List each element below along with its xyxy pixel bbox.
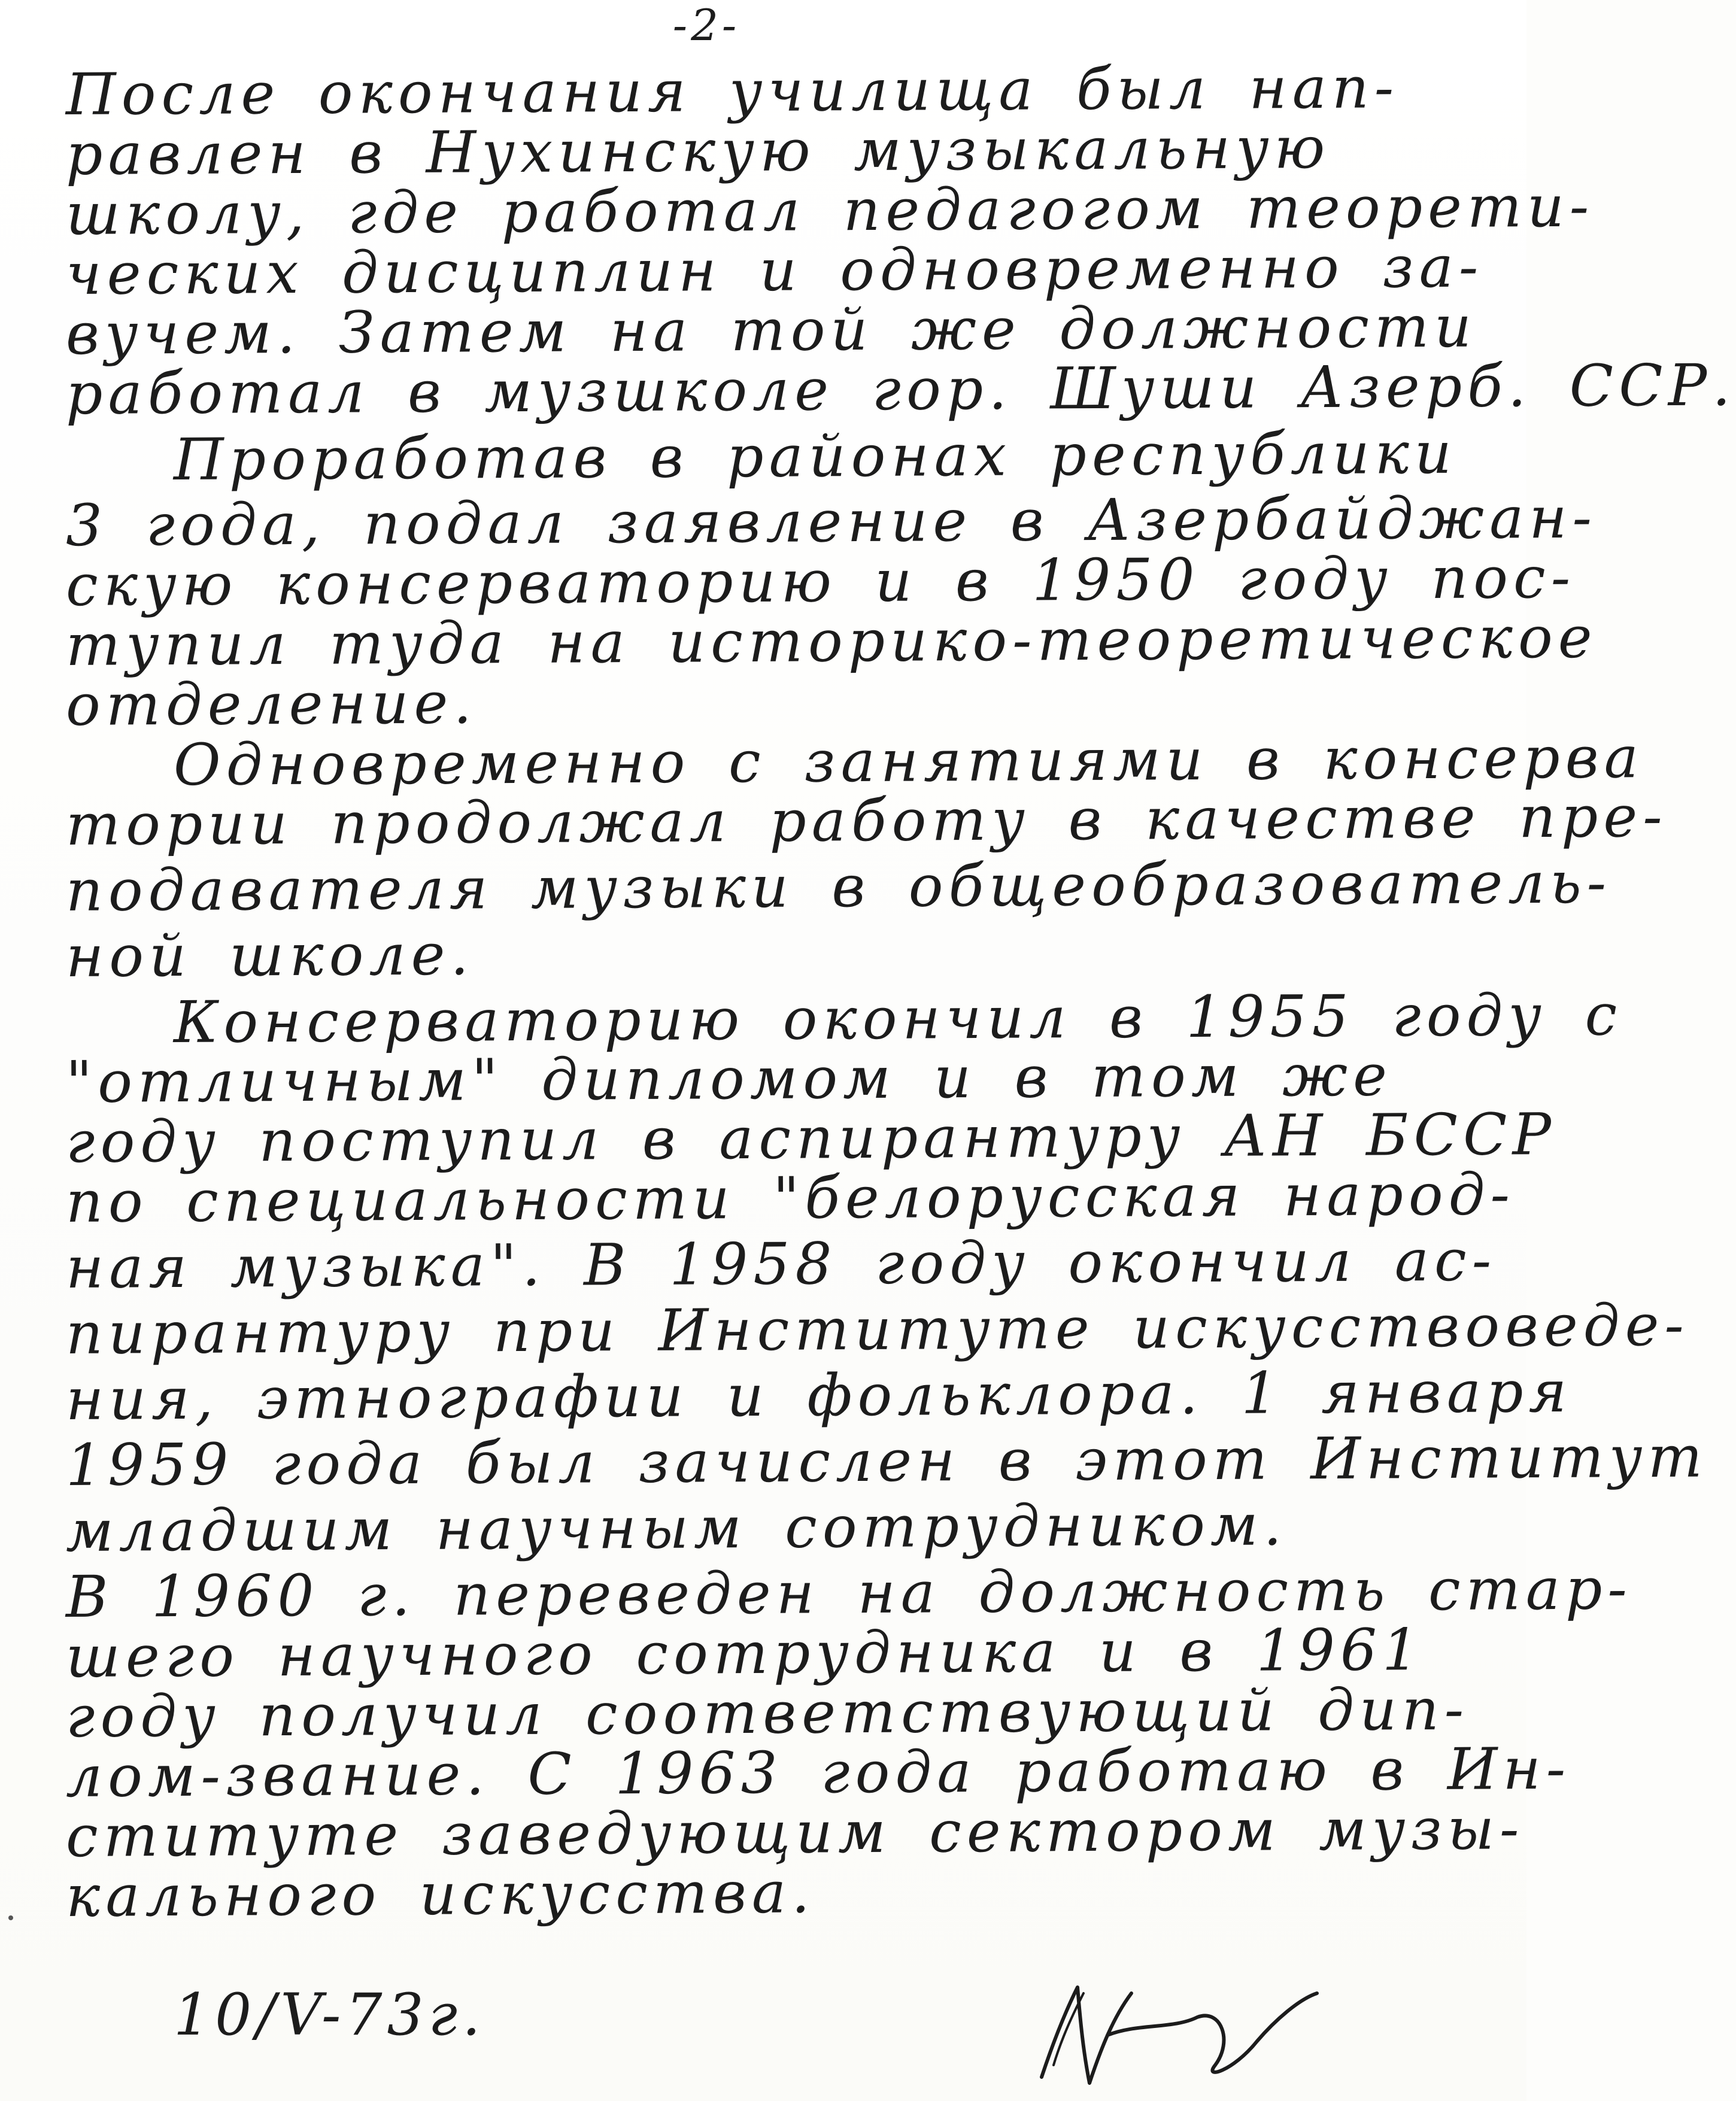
text-line: После окончания училища был нап-: [65, 54, 1400, 128]
text-line: равлен в Нухинскую музыкальную: [65, 114, 1331, 188]
text-line: ния, этнографии и фольклора. 1 января: [65, 1358, 1573, 1433]
text-line: школу, где работал педагогом теорети-: [65, 172, 1595, 248]
text-line: вучем. Затем на той же должности: [65, 293, 1477, 368]
page-number: -2-: [672, 0, 740, 50]
text-line: пирантуру при Институте искусствоведе-: [65, 1291, 1690, 1367]
text-line: году поступил в аспирантуру АН БССР: [65, 1100, 1557, 1176]
date: 10/V-73г.: [174, 1981, 485, 2048]
text-line: В 1960 г. переведен на должность стар-: [65, 1555, 1633, 1631]
text-line: кального искусства.: [65, 1859, 815, 1930]
text-line: ной школе.: [65, 921, 475, 990]
text-line: ческих дисциплин и одновременно за-: [65, 233, 1484, 308]
text-line: году получил соответствующий дип-: [65, 1675, 1470, 1750]
text-line: 3 года, подал заявление в Азербайджан-: [65, 484, 1598, 559]
text-line: Проработав в районах республики: [173, 419, 1458, 493]
text-line: скую консерваторию и в 1950 году пос-: [65, 544, 1576, 619]
text-line: тупил туда на историко-теоретическое: [65, 603, 1598, 679]
text-line: Одновременно с занятиями в консерва: [173, 724, 1644, 798]
text-line: Консерваторию окончил в 1955 году с: [173, 981, 1623, 1056]
text-line: ституте заведующим сектором музы-: [65, 1795, 1525, 1870]
stray-ink-dot: [8, 1915, 13, 1920]
text-line: младшим научным сотрудником.: [65, 1491, 1288, 1565]
text-line: отделение.: [65, 669, 478, 739]
text-line: работал в музшколе гор. Шуши Азерб. ССР.: [65, 351, 1736, 427]
signature: [1018, 1975, 1329, 2095]
text-line: "отличным" дипломом и в том же: [65, 1042, 1393, 1116]
text-line: по специальности "белорусская народ-: [65, 1161, 1516, 1235]
text-line: шего научного сотрудника и в 1961: [65, 1616, 1425, 1690]
text-line: лом-звание. С 1963 года работаю в Ин-: [65, 1735, 1571, 1810]
text-line: 1959 года был зачислен в этот Институт: [65, 1423, 1708, 1499]
text-line: ная музыка". В 1958 году окончил ас-: [65, 1226, 1497, 1301]
text-line: тории продолжал работу в качестве пре-: [65, 782, 1668, 858]
text-line: подавателя музыки в общеобразователь-: [65, 849, 1612, 924]
